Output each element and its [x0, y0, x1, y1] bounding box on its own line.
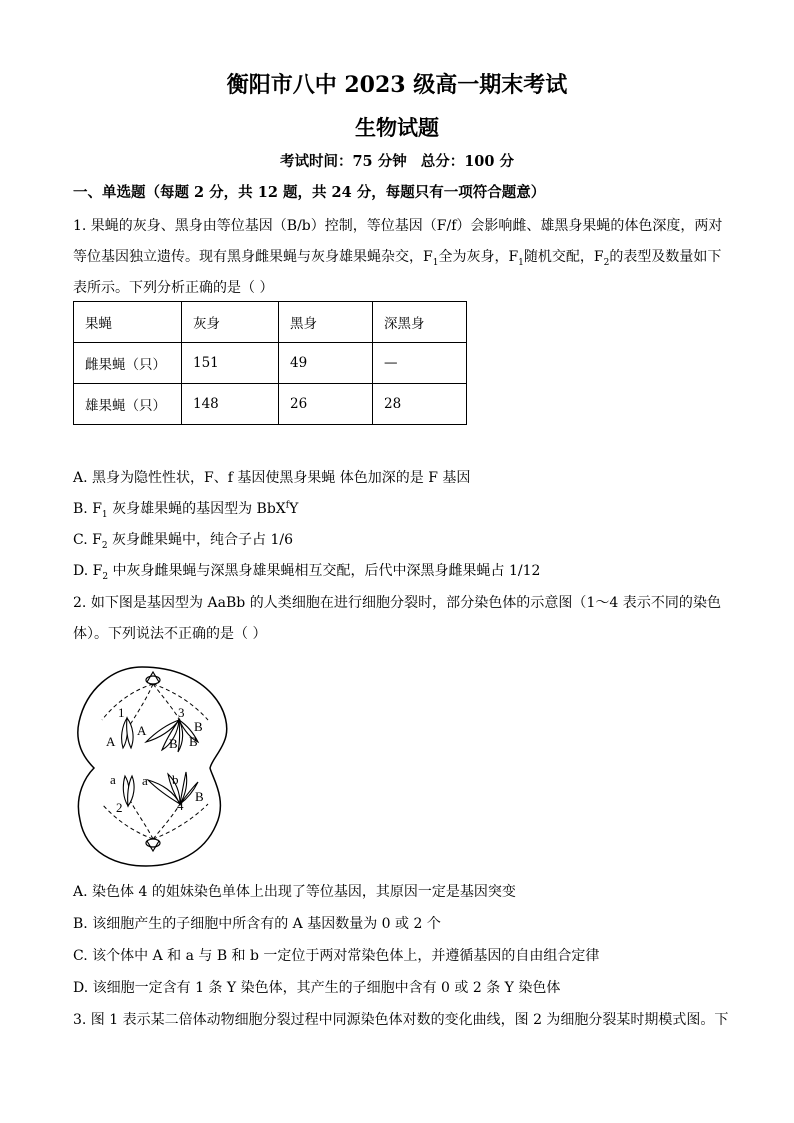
- cell-division-figure: [76, 660, 236, 870]
- table-cell: —: [373, 343, 467, 384]
- table-row: [74, 384, 467, 425]
- q1-option-a: A. 黑身为隐性性状，F、f 基因使黑身果蝇 体色加深的是 F 基因: [73, 470, 471, 486]
- section-heading: 一、单选题（每题 2 分，共 12 题，共 24 分，每题只有一项符合题意）: [73, 184, 546, 201]
- subject-title: 生物试题: [355, 115, 439, 140]
- table-header-row: [74, 302, 467, 343]
- q1-data-table: [73, 301, 467, 425]
- table-cell: 雄果蝇（只）: [74, 384, 182, 425]
- table-cell: 151: [182, 343, 279, 384]
- label-gene-b: b: [172, 772, 179, 787]
- table-header-cell: 深黑身: [373, 302, 467, 343]
- q1-option-b: B. $F_1$ 灰身雄果蝇的基因型为 BbX$^f$Y: [73, 500, 299, 520]
- label-gene-B-top: B: [194, 719, 203, 734]
- q2-option-a: A. 染色体 4 的姐妹染色单体上出现了等位基因，其原因一定是基因突变: [73, 884, 516, 900]
- exam-title: 衡阳市八中 2023 级高一期末考试: [226, 72, 568, 98]
- label-gene-a-left: a: [110, 772, 116, 787]
- q1-stem-line1: 1. 果蝇的灰身、黑身由等位基因（B/b）控制，等位基因（F/f）会影响雌、雄黑身果蝇的体色深度，两对: [73, 218, 723, 234]
- exam-info: [0, 150, 794, 171]
- q2-stem-line1: 2. 如下图是基因型为 AaBb 的人类细胞在进行细胞分裂时，部分染色体的示意图（1～4 表示不同的染色: [73, 595, 721, 611]
- table-cell: 49: [279, 343, 373, 384]
- table-cell: 雌果蝇（只）: [74, 343, 182, 384]
- table-cell: 28: [373, 384, 467, 425]
- table-header-cell: 果蝇: [74, 302, 182, 343]
- q3-stem-line1: 3. 图 1 表示某二倍体动物细胞分裂过程中同源染色体对数的变化曲线，图 2 为细胞分裂某时期模式图。下: [73, 1012, 729, 1028]
- exam-score: 总分：100 分: [420, 153, 515, 170]
- table-row: [74, 343, 467, 384]
- q1-option-d: D. $F_2$ 中灰身雌果蝇与深黑身雄果蝇相互交配，后代中深黑身雌果蝇占 1/12: [73, 563, 541, 582]
- table-cell: 26: [279, 384, 373, 425]
- label-2: 2: [116, 800, 123, 815]
- label-1: 1: [118, 705, 125, 720]
- exam-time: 考试时间：75 分钟: [279, 153, 407, 170]
- chromosome-2: [123, 776, 134, 806]
- table-header-cell: 黑身: [279, 302, 373, 343]
- q1-stem-line3: 表所示。下列分析正确的是（ ）: [73, 280, 274, 296]
- centrosome-top: [146, 672, 160, 684]
- centrosome-bottom: [146, 839, 160, 851]
- q1-stem-line2: 等位基因独立遗传。现有黑身雌果蝇与灰身雄果蝇杂交，$F_1$全为灰身，$F_1$随机交配，$F_2$的表型及数量如下: [73, 249, 722, 268]
- figure-labels: [106, 705, 204, 815]
- table-cell: 148: [182, 384, 279, 425]
- q2-option-b: B. 该细胞产生的子细胞中所含有的 A 基因数量为 0 或 2 个: [73, 916, 441, 932]
- q1-option-c: C. $F_2$ 灰身雌果蝇中，纯合子占 1/6: [73, 532, 293, 551]
- q2-option-d: D. 该细胞一定含有 1 条 Y 染色体，其产生的子细胞中含有 0 或 2 条 Y 染色体: [73, 980, 561, 996]
- q2-option-c: C. 该个体中 A 和 a 与 B 和 b 一定位于两对常染色体上，并遵循基因的自由组合定律: [73, 948, 600, 964]
- table-header-cell: 灰身: [182, 302, 279, 343]
- label-gene-A-right: A: [137, 723, 147, 738]
- label-4: 4: [177, 798, 184, 813]
- q2-stem-line2: 体）。下列说法不正确的是（ ）: [73, 626, 267, 642]
- label-gene-B-mid: B: [169, 736, 178, 751]
- cell-membrane: [78, 667, 227, 866]
- label-gene-B-lower: B: [195, 789, 204, 804]
- label-3: 3: [178, 705, 185, 720]
- label-gene-B-right: B: [189, 734, 198, 749]
- label-gene-a-right: a: [142, 773, 148, 788]
- label-gene-A-left: A: [106, 734, 116, 749]
